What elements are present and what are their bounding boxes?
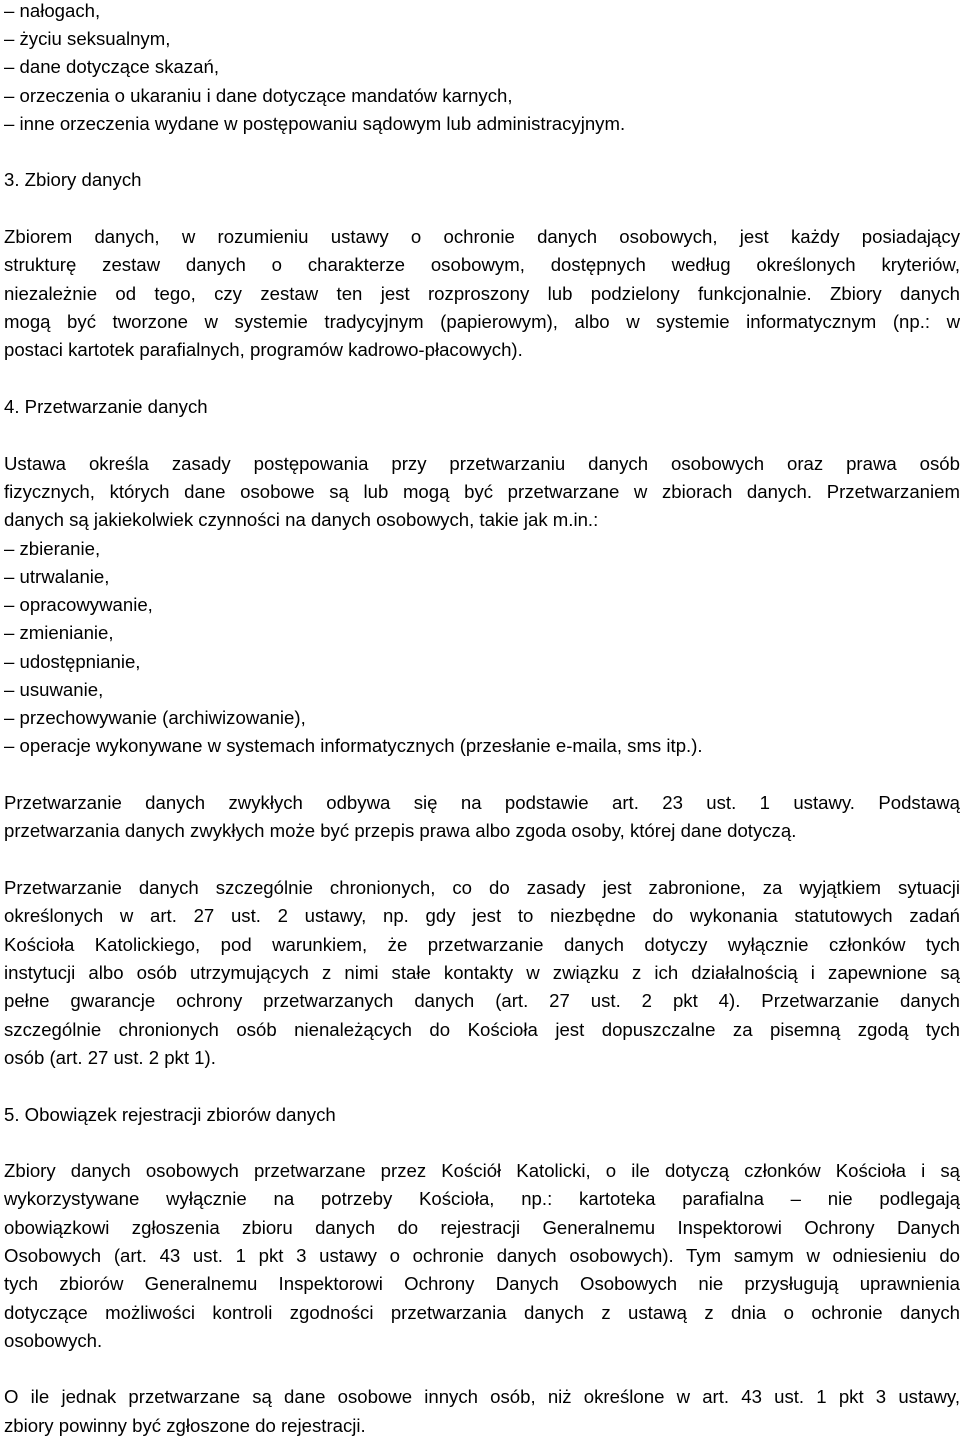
paragraph-line: Kościoła Katolickiego, pod warunkiem, że przetwarzanie danych dotyczy wyłącznie członków tych [4,934,960,955]
paragraph-line: Przetwarzanie danych zwykłych odbywa się na podstawie art. 23 ust. 1 ustawy. Podstawą [4,792,960,813]
paragraph-line: Przetwarzanie danych szczególnie chronionych, co do zasady jest zabronione, za wyjątkiem sytuacji [4,877,960,898]
list-item: – udostępnianie, [4,651,141,672]
paragraph-line: danych są jakiekolwiek czynności na danych osobowych, takie jak m.in.: [4,509,599,530]
paragraph-line: dotyczące możliwości kontroli zgodności przetwarzania danych z ustawą z dnia o ochronie danych [4,1302,960,1323]
paragraph-line: określonych w art. 27 ust. 2 ustawy, np. gdy jest to niezbędne do wykonania statutowych zadań [4,905,960,926]
list-item: – zbieranie, [4,538,101,559]
paragraph-line: Osobowych (art. 43 ust. 1 pkt 3 ustawy o ochronie danych osobowych). Tym samym w odniesieniu do [4,1245,960,1266]
paragraph-line: szczególnie chronionych osób nienależących do Kościoła jest dopuszczalne za pisemną zgodą tych [4,1019,960,1040]
paragraph-line: instytucji albo osób utrzymujących z nimi stałe kontakty w związku z ich działalnością i zapewnione są [4,962,960,983]
section-heading: 4. Przetwarzanie danych [4,396,208,417]
list-item: – inne orzeczenia wydane w postępowaniu sądowym lub administracyjnym. [4,113,626,134]
list-item: – życiu seksualnym, [4,28,171,49]
list-item: – operacje wykonywane w systemach informatycznych (przesłanie e-maila, sms itp.). [4,735,703,756]
paragraph-line: Ustawa określa zasady postępowania przy przetwarzaniu danych osobowych oraz prawa osób [4,453,960,474]
paragraph-line: niezależnie od tego, czy zestaw ten jest rozproszony lub podzielony funkcjonalnie. Zbiory danych [4,283,960,304]
paragraph-line: strukturę zestaw danych o charakterze osobowym, dostępnych według określonych kryteriów, [4,254,960,275]
list-item: – orzeczenia o ukaraniu i dane dotyczące mandatów karnych, [4,85,513,106]
list-item: – utrwalanie, [4,566,110,587]
paragraph-line: wykorzystywane wyłącznie na potrzeby Kościoła, np.: kartoteka parafialna – nie podlegają [4,1188,960,1209]
section-heading: 5. Obowiązek rejestracji zbiorów danych [4,1104,336,1125]
list-item: – dane dotyczące skazań, [4,56,219,77]
paragraph-line: postaci kartotek parafialnych, programów kadrowo-płacowych). [4,339,523,360]
list-item: – opracowywanie, [4,594,153,615]
list-item: – zmienianie, [4,622,114,643]
paragraph-line: tych zbiorów Generalnemu Inspektorowi Ochrony Danych Osobowych nie przysługują uprawnienia [4,1273,960,1294]
paragraph-line: O ile jednak przetwarzane są dane osobowe innych osób, niż określone w art. 43 ust. 1 pkt 3 ustawy, [4,1386,960,1407]
paragraph-line: mogą być tworzone w systemie tradycyjnym (papierowym), albo w systemie informatycznym (np.: w [4,311,960,332]
paragraph-line: przetwarzania danych zwykłych może być przepis prawa albo zgoda osoby, której dane dotyczą. [4,820,797,841]
paragraph-line: osobowych. [4,1330,103,1351]
section-heading: 3. Zbiory danych [4,169,142,190]
paragraph-line: Zbiorem danych, w rozumieniu ustawy o ochronie danych osobowych, jest każdy posiadający [4,226,960,247]
list-item: – nałogach, [4,0,101,21]
paragraph-line: osób (art. 27 ust. 2 pkt 1). [4,1047,216,1068]
paragraph-line: Zbiory danych osobowych przetwarzane przez Kościół Katolicki, o ile dotyczą członków Kościoła i są [4,1160,960,1181]
paragraph-line: zbiory powinny być zgłoszone do rejestracji. [4,1415,366,1436]
paragraph-line: fizycznych, których dane osobowe są lub mogą być przetwarzane w zbiorach danych. Przetwarzaniem [4,481,960,502]
paragraph-line: pełne gwarancje ochrony przetwarzanych danych (art. 27 ust. 2 pkt 4). Przetwarzanie danych [4,990,960,1011]
paragraph-line: obowiązkowi zgłoszenia zbioru danych do rejestracji Generalnemu Inspektorowi Ochrony Danych [4,1217,960,1238]
list-item: – usuwanie, [4,679,104,700]
list-item: – przechowywanie (archiwizowanie), [4,707,306,728]
